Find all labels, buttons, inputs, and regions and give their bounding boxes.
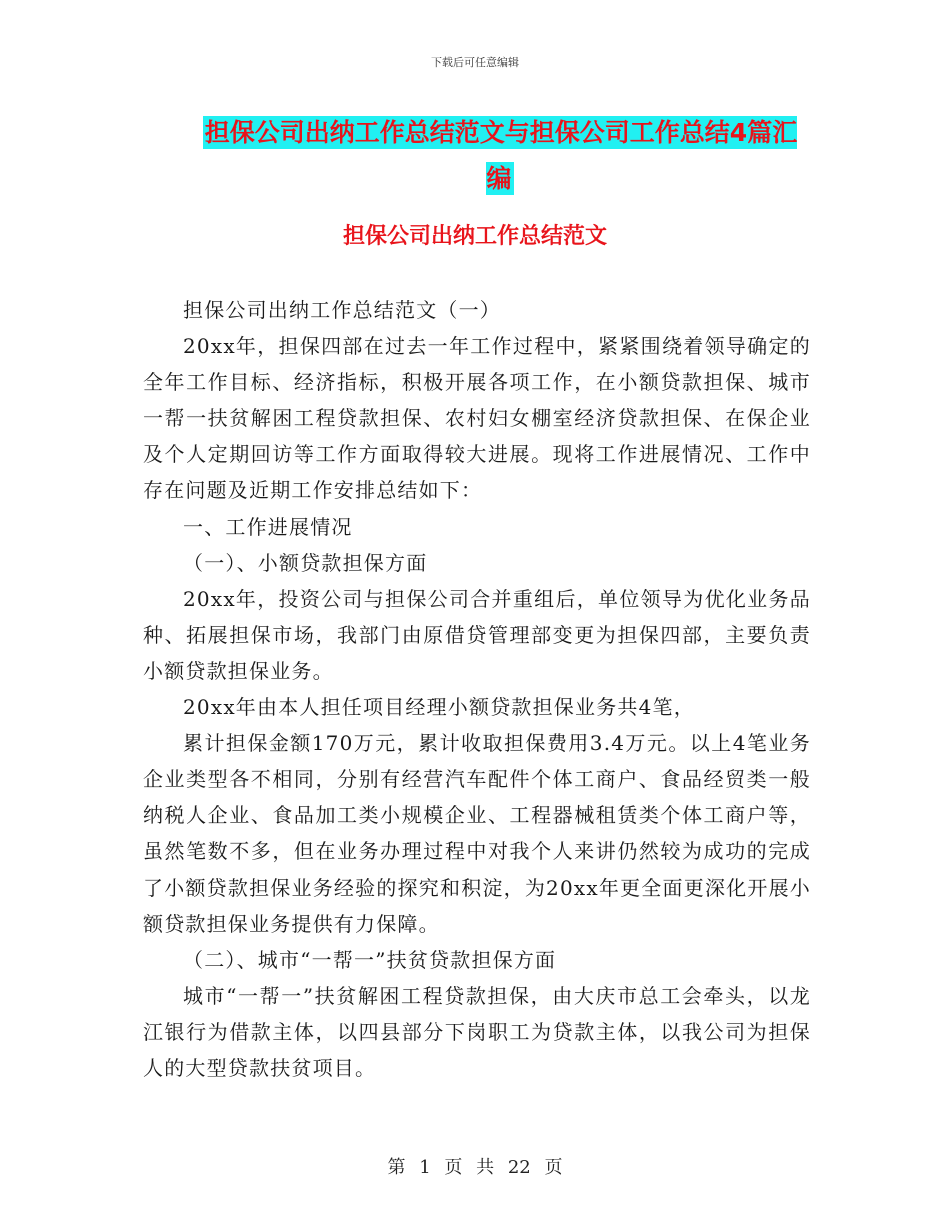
paragraph: （一）、小额贷款担保方面 (183, 550, 428, 575)
paragraph: 担保公司出纳工作总结范文（一） (183, 298, 501, 322)
page-header-note: 下载后可任意编辑 (431, 56, 519, 69)
document-body (143, 292, 811, 1086)
page-footer-page-number: 第 1 页 共 22 页 (387, 1157, 563, 1178)
paragraph: 20xx年，投资公司与担保公司合并重组后，单位领导为优化业务品种、拓展担保市场，我部门由原借贷管理部变更为担保四部，主要负责小额贷款担保业务。 (143, 586, 811, 683)
paragraph: （二）、城市“一帮一”扶贫贷款担保方面 (183, 947, 557, 972)
paragraph: 累计担保金额170万元，累计收取担保费用3.4万元。以上4笔业务企业类型各不相同，分别有经营汽车配件个体工商户、食品经贸类一般纳税人企业、食品加工类小规模企业、工程器械租赁类个体工商户等，虽然笔数不多，但在业务办理过程中对我个人来讲仍然较为成功的完成了小额贷款担保业务经验的探究和积淀，为20xx年更全面更深化开展小额贷款担保业务提供有力保障。 (143, 731, 811, 936)
paragraph: 20xx年由本人担任项目经理小额贷款担保业务共4笔， (183, 695, 695, 720)
paragraph: 城市“一帮一”扶贫解困工程贷款担保，由大庆市总工会牵头，以龙江银行为借款主体，以四县部分下岗职工为贷款主体，以我公司为担保人的大型贷款扶贫项目。 (143, 983, 811, 1080)
paragraph: 一、工作进展情况 (183, 514, 353, 539)
paragraph: 20xx年，担保四部在过去一年工作过程中，紧紧围绕着领导确定的全年工作目标、经济指标，积极开展各项工作，在小额贷款担保、城市一帮一扶贫解困工程贷款担保、农村妇女棚室经济贷款担保、在保企业及个人定期回访等工作方面取得较大进展。现将工作进展情况、工作中存在问题及近期工作安排总结如下： (143, 334, 811, 503)
section-title: 担保公司出纳工作总结范文 (342, 224, 607, 249)
document-title-text: 担保公司出纳工作总结范文与担保公司工作总结4篇汇编 (204, 118, 798, 193)
document-title (195, 110, 805, 202)
